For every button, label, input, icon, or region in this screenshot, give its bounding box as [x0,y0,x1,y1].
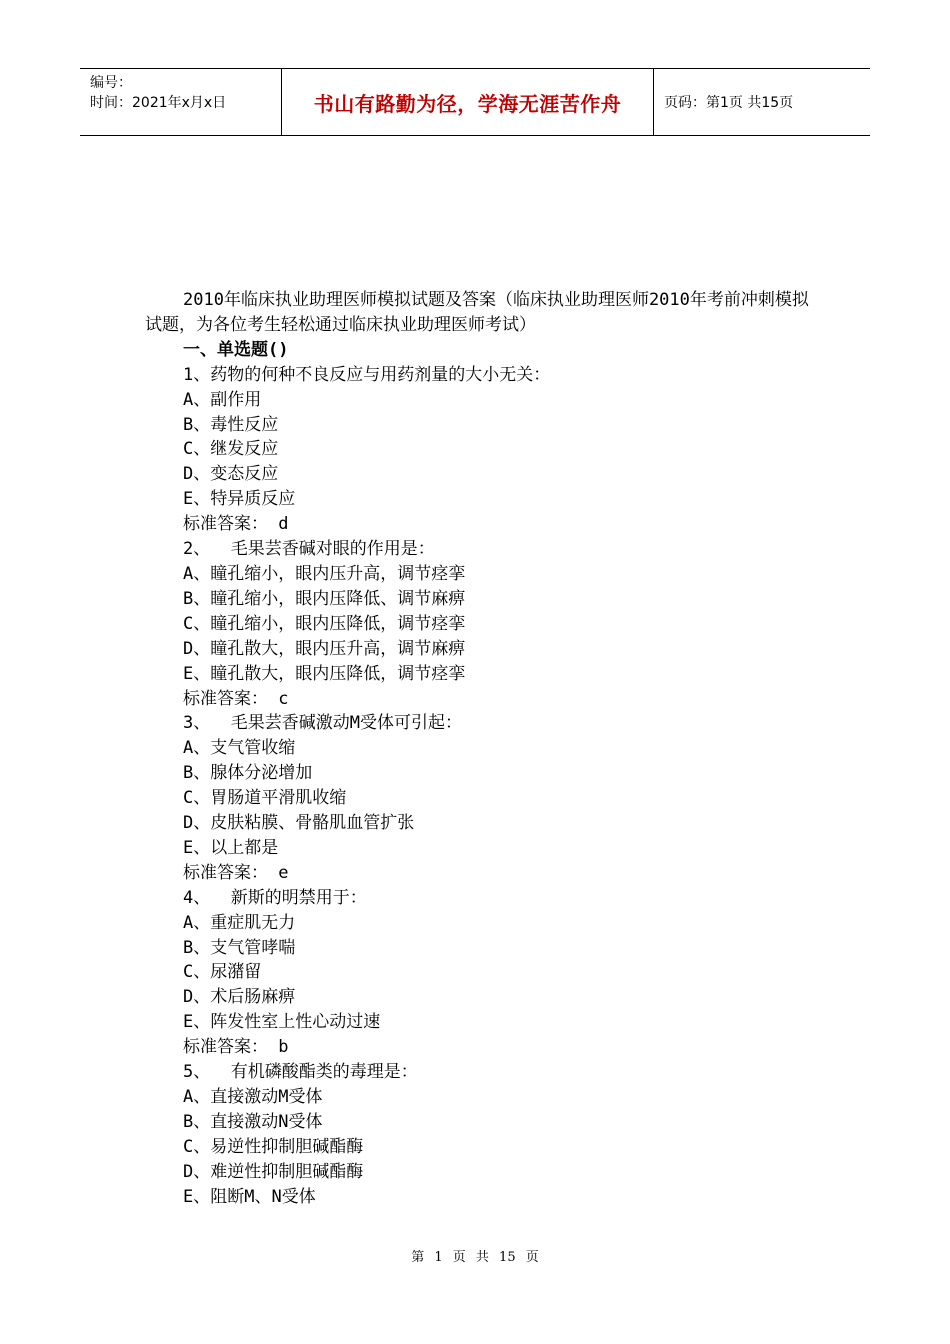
text-line: 4、 新斯的明禁用于： [183,887,367,908]
page-code: 页码：第1页 共15页 [664,95,794,111]
section-title: 一、单选题() [183,339,289,360]
text-line: A、副作用 [183,389,262,410]
text-line: B、支气管哮喘 [183,937,296,958]
time-label: 时间：2021年x月x日 [90,95,227,111]
text-line: 3、 毛果芸香碱激动M受体可引起： [183,713,462,734]
motto: 书山有路勤为径，学海无涯苦作舟 [313,91,622,116]
text-line: 标准答案： e [183,862,289,883]
text-line: 标准答案： c [183,688,289,709]
text-line: D、变态反应 [183,464,279,485]
text-line: D、术后肠麻痹 [183,987,296,1008]
intro-paragraph: 2010年临床执业助理医师模拟试题及答案（临床执业助理医师2010年考前冲刺模拟试题，为各位考生轻松通过临床执业助理医师考试） [145,290,809,335]
text-line: E、阵发性室上性心动过速 [183,1012,381,1033]
text-line: D、瞳孔散大，眼内压升高，调节麻痹 [183,638,466,659]
text-line: B、毒性反应 [183,414,279,435]
text-line: A、瞳孔缩小，眼内压升高，调节痉挛 [183,563,466,584]
text-line: C、瞳孔缩小，眼内压降低，调节痉挛 [183,613,466,634]
header-page-cell [654,69,870,135]
text-line: A、直接激动M受体 [183,1087,323,1107]
document-body [145,288,815,1210]
text-line: 1、药物的何种不良反应与用药剂量的大小无关： [183,364,551,385]
text-line: C、继发反应 [183,439,279,460]
text-line: 标准答案： b [183,1037,289,1058]
text-line: B、瞳孔缩小，眼内压降低、调节麻痹 [183,588,466,609]
text-line: D、皮肤粘膜、骨骼肌血管扩张 [183,813,415,834]
text-line: B、腺体分泌增加 [183,763,313,784]
question-list [145,363,815,1210]
text-line: E、阻断M、N受体 [183,1186,316,1207]
header-motto-cell [282,69,654,135]
text-line: C、胃肠道平滑肌收缩 [183,788,347,809]
text-line: A、重症肌无力 [183,912,296,933]
text-line: 标准答案： d [183,514,289,535]
text-line: B、直接激动N受体 [183,1111,323,1132]
text-line: C、易逆性抑制胆碱酯酶 [183,1136,364,1157]
text-line: E、特异质反应 [183,489,296,510]
text-line: E、瞳孔散大，眼内压降低，调节痉挛 [183,663,466,684]
text-line: 2、 毛果芸香碱对眼的作用是： [183,539,435,560]
text-line: C、尿潴留 [183,962,262,983]
text-line: A、支气管收缩 [183,738,296,759]
page-footer: 第 1 页 共 15 页 [411,1250,539,1265]
text-line: D、难逆性抑制胆碱酯酶 [183,1161,364,1182]
header-meta-cell [80,69,282,135]
text-line: E、以上都是 [183,837,279,858]
serial-label: 编号： [90,75,132,91]
header-table [80,68,870,136]
text-line: 5、 有机磷酸酯类的毒理是： [183,1062,418,1083]
